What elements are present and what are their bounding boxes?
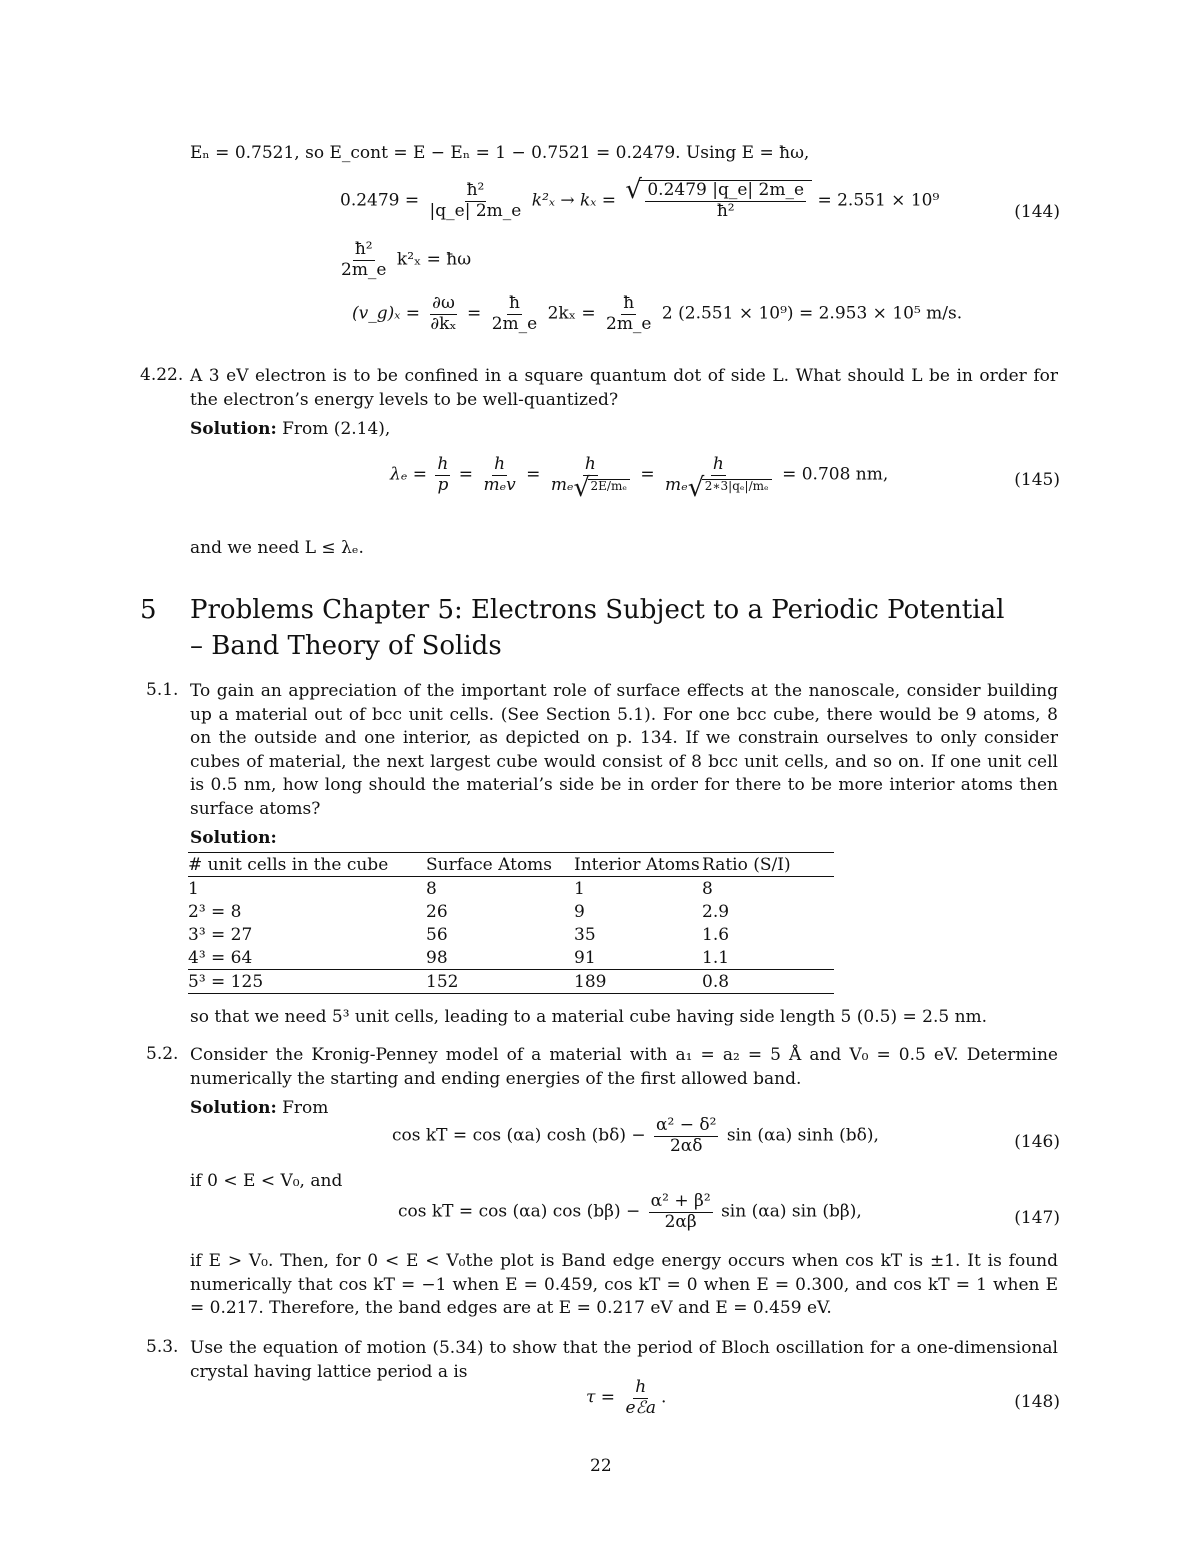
equation-kinetic (336, 240, 471, 280)
problem-number-4-22: 4.22. (140, 365, 184, 385)
eq-145-f4-den-sqrt: √ 2∗3|qₑ|/mₑ (702, 479, 772, 494)
eq-145-fraction-3 (549, 455, 632, 495)
vg-f1-num: ∂ω (432, 293, 455, 313)
table-header-cell: # unit cells in the cube (188, 853, 426, 877)
vg-fraction-3 (604, 294, 654, 334)
eq-144-sqrt-num: √ 0.2479 |q_e| 2m_e (647, 180, 805, 200)
vg-fraction-2 (490, 294, 540, 334)
atoms-table (188, 852, 834, 994)
table-cell: 9 (574, 901, 585, 922)
solution-label: Solution: (190, 419, 277, 439)
table-row (188, 923, 834, 946)
eq-144-mid: k²ₓ → kₓ = (531, 190, 616, 211)
table-cell: 152 (426, 970, 574, 994)
eq-145-f4-den-mass: mₑ (665, 474, 688, 495)
eq-145-f4-num: h (712, 454, 724, 474)
table-cell: 56 (426, 924, 448, 945)
equation-148 (586, 1378, 666, 1418)
equation-146 (392, 1116, 879, 1156)
equation-147 (398, 1192, 862, 1232)
vg-f2-den: 2m_e (491, 313, 538, 334)
equation-group-velocity: (v_g)ₓ = $\frac{\partial\omega}{\text{∂kₓ}}$ = $\frac{ħ}{2m\_e}$ 2kₓ = $\frac{ħ}{2m\_e}$ 2 (2.551 × 10⁹) = 2.953 × 10⁵ m/s. (352, 293, 963, 334)
table-header-cell: Ratio (S/I) (702, 853, 834, 877)
table-row (188, 946, 834, 970)
table-cell: 1.1 (702, 947, 730, 968)
eq-145-f3-den-sqrt: √ 2E/mₑ (588, 479, 630, 494)
eq-147-frac-den: 2αβ (664, 1211, 697, 1232)
eq-145-fraction-2 (481, 455, 517, 495)
eq-147-frac-num: α² + β² (650, 1191, 711, 1211)
vg-f3-den: 2m_e (606, 313, 652, 334)
equation-number-144: (144) (1014, 202, 1060, 222)
eq-145-f2-den: mₑv (483, 474, 516, 495)
eq-145-f3-den-mass: mₑ (550, 474, 574, 495)
equation-number-148: (148) (1014, 1392, 1060, 1412)
equation-number-145: (145) (1014, 470, 1060, 490)
vg-mid: 2kₓ = (547, 303, 596, 324)
page-number: 22 (590, 1456, 612, 1476)
table-cell: 98 (426, 947, 448, 968)
table-cell: 8 (426, 878, 437, 899)
table-row (188, 900, 834, 923)
table-cell: 1 (574, 878, 585, 899)
solution-4-22 (190, 419, 390, 439)
eq-146-fraction (654, 1116, 718, 1156)
eq-146-lhs: cos kT = cos (αa) cosh (bδ) − (392, 1125, 646, 1146)
table-cell: 4³ = 64 (188, 947, 253, 968)
table-cell: 91 (574, 947, 596, 968)
eq-145-lhs: λₑ = (390, 464, 428, 485)
eq-145-f1-num: h (437, 454, 449, 474)
table-cell: 189 (574, 970, 702, 994)
section-title-line-1: Problems Chapter 5: Electrons Subject to a Periodic Potential (190, 595, 1005, 625)
table-header-cell: Interior Atoms (574, 853, 702, 877)
solution-label: Solution: (190, 1098, 277, 1118)
eq-kin-den: 2m_e (341, 259, 387, 280)
table-cell: 3³ = 27 (188, 924, 253, 945)
eq-144-frac-num: ħ² (466, 180, 485, 200)
table-cell: 8 (702, 878, 713, 899)
eq-145-fraction-4 (663, 455, 774, 495)
section-title-line-2: – Band Theory of Solids (190, 631, 502, 661)
eq-146-rhs: sin (αa) sinh (bδ), (726, 1125, 879, 1146)
eq-145-f1-den: p (437, 474, 449, 495)
table-header-row (188, 853, 834, 877)
solution-5-2 (190, 1098, 328, 1118)
eq-146-frac-num: α² − δ² (656, 1115, 717, 1135)
vg-f1-den: ∂kₓ (430, 313, 457, 334)
vg-f3-num: ħ (623, 293, 635, 313)
eq-144-fraction (428, 181, 524, 221)
eq-144-frac-den: |q_e| 2m_e (429, 200, 522, 221)
problem-number-5-2: 5.2. (146, 1044, 179, 1064)
problem-number-5-3: 5.3. (146, 1337, 179, 1357)
table-cell: 26 (426, 901, 448, 922)
eq-148-period: . (660, 1387, 667, 1408)
table-cell: 0.8 (702, 970, 834, 994)
table-cell: 1 (188, 878, 199, 899)
eq-kin-fraction (339, 240, 389, 280)
vg-fraction-1 (428, 294, 458, 334)
eq-146-frac-den: 2αδ (669, 1135, 703, 1156)
eq-145-f3-num: h (584, 454, 596, 474)
eq-147-fraction (649, 1192, 713, 1232)
table-cell: 5³ = 125 (188, 970, 426, 994)
eq-kin-num: ħ² (354, 239, 373, 259)
table-cell: 1.6 (702, 924, 730, 945)
eq-144-rhs: = 2.551 × 10⁹ (817, 190, 940, 211)
eq-148-fraction (623, 1378, 658, 1418)
equation-number-146: (146) (1014, 1132, 1060, 1152)
problem-4-22-text: A 3 eV electron is to be confined in a square quantum dot of side L. What should L be in order for the electron’s energy levels to be well-quantized? (190, 366, 1058, 410)
eq-145-fraction-1 (435, 455, 450, 495)
eq-148-lhs: τ = (586, 1387, 616, 1408)
vg-lhs: (v_g)ₓ = (352, 303, 420, 324)
solution-intro: From (282, 1098, 329, 1118)
table-row (188, 877, 834, 901)
problem-5-3-text: Use the equation of motion (5.34) to show that the period of Bloch oscillation for a one-dimensional crystal having lattice period a is (190, 1338, 1058, 1382)
eq-147-lhs: cos kT = cos (αa) cos (bβ) − (398, 1201, 641, 1222)
table-cell: 2³ = 8 (188, 901, 242, 922)
eq-147-rhs: sin (αa) sin (bβ), (721, 1201, 862, 1222)
eq-144-sqrt-den: ħ² (716, 200, 735, 221)
problem-number-5-1: 5.1. (146, 680, 179, 700)
table-row (188, 970, 834, 994)
eq-148-frac-den: eℰa (625, 1397, 656, 1418)
eq-145-rhs: = 0.708 nm, (782, 464, 889, 485)
equation-145: λₑ = $\frac{h}{p}$ = $\frac{h}{\text{mₑv}}$ = $\frac{h}{\text{mₑ√ 2E/mₑ}}$ = $\frac{h}{\text{mₑ√ 2∗3|qₑ|/mₑ}}$ = 0.708 nm, (390, 455, 888, 495)
eq-144-sqrt (639, 180, 812, 221)
equation-number-147: (147) (1014, 1208, 1060, 1228)
vg-rhs: 2 (2.551 × 10⁹) = 2.953 × 10⁵ m/s. (661, 303, 963, 324)
eq-kin-rhs: k²ₓ = ħω (396, 249, 472, 270)
eq-148-frac-num: h (635, 1377, 647, 1397)
eq-145-f2-num: h (494, 454, 506, 474)
solution-intro: From (2.14), (282, 419, 391, 439)
vg-f2-num: ħ (508, 293, 520, 313)
intro-line: Eₙ = 0.7521, so E_cont = E − Eₙ = 1 − 0.7521 = 0.2479. Using E = ħω, (190, 143, 810, 163)
solution-5-1-label: Solution: (190, 828, 277, 848)
conclusion-5-1: so that we need 5³ unit cells, leading to a material cube having side length 5 (0.5) = 2.5 nm. (190, 1007, 988, 1027)
problem-5-1-text: To gain an appreciation of the important role of surface effects at the nanoscale, consider building up a material out of bcc unit cells. (See Section 5.1). For one bcc cube, there would be 9 atoms, 8 on the outside and one interior, as depicted on p. 134. If we constrain ourselves to only consider cubes of material, the next largest cube would consist of 8 bcc unit cells, and so on. If one unit cell is 0.5 nm, how long should the material’s side be in order for there to be more interior atoms then surface atoms? (190, 681, 1058, 819)
problem-5-2-result: if E > V₀. Then, for 0 < E < V₀the plot is Band edge energy occurs when cos kT is ±1. It is found numerically that cos kT = −1 when E = 0.459, cos kT = 0 when E = 0.300, and cos kT = 1 when E = 0.217. Therefore, the band edges are at E = 0.217 eV and E = 0.459 eV. (190, 1251, 1058, 1318)
table-header-cell: Surface Atoms (426, 853, 574, 877)
table-cell: 2.9 (702, 901, 730, 922)
section-number: 5 (140, 595, 157, 625)
eq-144-lhs: 0.2479 = (340, 190, 420, 211)
conclusion-4-22: and we need L ≤ λₑ. (190, 538, 364, 558)
problem-5-2-text: Consider the Kronig-Penney model of a material with a₁ = a₂ = 5 Å and V₀ = 0.5 eV. Determine numerically the starting and ending energies of the first allowed band. (190, 1045, 1058, 1089)
equation-144 (340, 180, 939, 221)
table-cell: 35 (574, 924, 596, 945)
condition-5-2: if 0 < E < V₀, and (190, 1171, 343, 1191)
